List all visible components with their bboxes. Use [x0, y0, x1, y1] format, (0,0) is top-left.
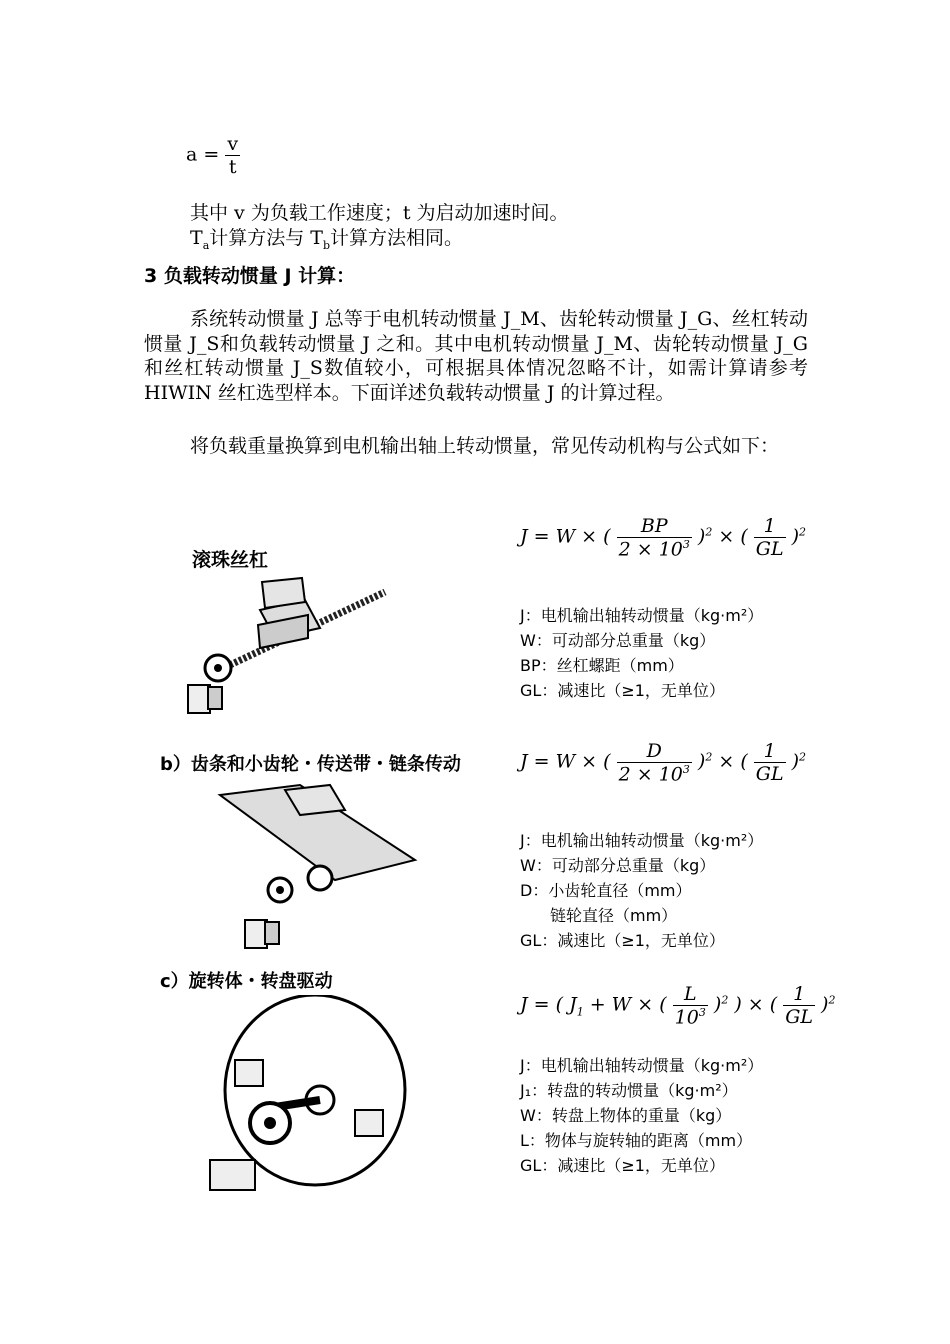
caption-rack-pinion: b）齿条和小齿轮・传送带・链条传动 [160, 754, 461, 775]
label-item: J：电机输出轴转动惯量（kg·m²） [520, 606, 764, 625]
formula-lhs: a = [186, 143, 220, 166]
label-list-b [520, 828, 763, 953]
mid-text: 计算方法与 T [209, 227, 323, 249]
label-item: J：电机输出轴转动惯量（kg·m²） [520, 1056, 764, 1075]
formula-ball-screw: J = W × ( $\frac{BP}{2 \times 10^3}$ )$^2$ × ( $\frac{1}{GL}$ )$^2$ [520, 515, 807, 561]
t-letter: T [190, 227, 203, 249]
label-item: W：转盘上物体的重量（kg） [520, 1106, 732, 1125]
label-item: BP：丝杠螺距（mm） [520, 656, 684, 675]
label-item: J₁：转盘的转动惯量（kg·m²） [520, 1081, 738, 1100]
ball-screw-illustration [170, 570, 400, 730]
caption-turntable: c）旋转体・转盘驱动 [160, 971, 333, 992]
label-item: W：可动部分总重量（kg） [520, 856, 716, 875]
fraction [225, 133, 240, 178]
label-item: 链轮直径（mm） [550, 906, 678, 925]
fraction-denominator: t [228, 156, 237, 178]
label-item: W：可动部分总重量（kg） [520, 631, 716, 650]
label-list-c [520, 1053, 763, 1178]
formula-acceleration [186, 133, 240, 178]
fraction-numerator: v [227, 133, 239, 155]
section-heading: 3 负载转动惯量 J 计算： [144, 265, 356, 287]
formula-rack-pinion: J = W × ( $\frac{D}{2 \times 10^3}$ )$^2$ × ( $\frac{1}{GL}$ )$^2$ [520, 740, 807, 786]
formula-turntable: J = ( $J_1 + W$ × ( $\frac{L}{10^3}$ )$^2$ ) × ( $\frac{1}{GL}$ )$^2$ [520, 983, 836, 1029]
formula-numerator: D [617, 740, 692, 763]
label-item: L：物体与旋转轴的距离（mm） [520, 1131, 753, 1150]
paragraph-conversion: 将负载重量换算到电机输出轴上转动惯量，常见传动机构与公式如下： [190, 435, 780, 457]
label-item: J：电机输出轴转动惯量（kg·m²） [520, 831, 764, 850]
turntable-illustration [205, 995, 415, 1195]
label-item: GL：减速比（≥1，无单位） [520, 931, 725, 950]
label-item: D：小齿轮直径（mm） [520, 881, 692, 900]
caption-ball-screw: 滚珠丝杠 [192, 549, 269, 571]
suffix-text: 计算方法相同。 [330, 227, 464, 249]
label-item: GL：减速比（≥1，无单位） [520, 681, 725, 700]
formula-numerator: BP [617, 515, 692, 538]
line-ta-tb [190, 226, 463, 258]
line-speed-time: 其中 v 为负载工作速度；t 为启动加速时间。 [190, 202, 569, 224]
sub-b: b [322, 238, 331, 252]
paragraph-inertia: 系统转动惯量 J 总等于电机转动惯量 J_M、齿轮转动惯量 J_G、丝杠转动惯量 J_S和负载转动惯量 J 之和。其中电机转动惯量 J_M、齿轮转动惯量 J_G和丝杠转动惯量 J_S数值较小，可根据具体情况忽略不计，如需计算请参考 HIWIN 丝杠选型样本。下面详述负载转动惯量 J 的计算过程。 [144, 308, 808, 404]
sub-a: a [202, 238, 210, 252]
rack-pinion-illustration [205, 780, 435, 960]
label-list-a [520, 603, 763, 703]
label-item: GL：减速比（≥1，无单位） [520, 1156, 725, 1175]
